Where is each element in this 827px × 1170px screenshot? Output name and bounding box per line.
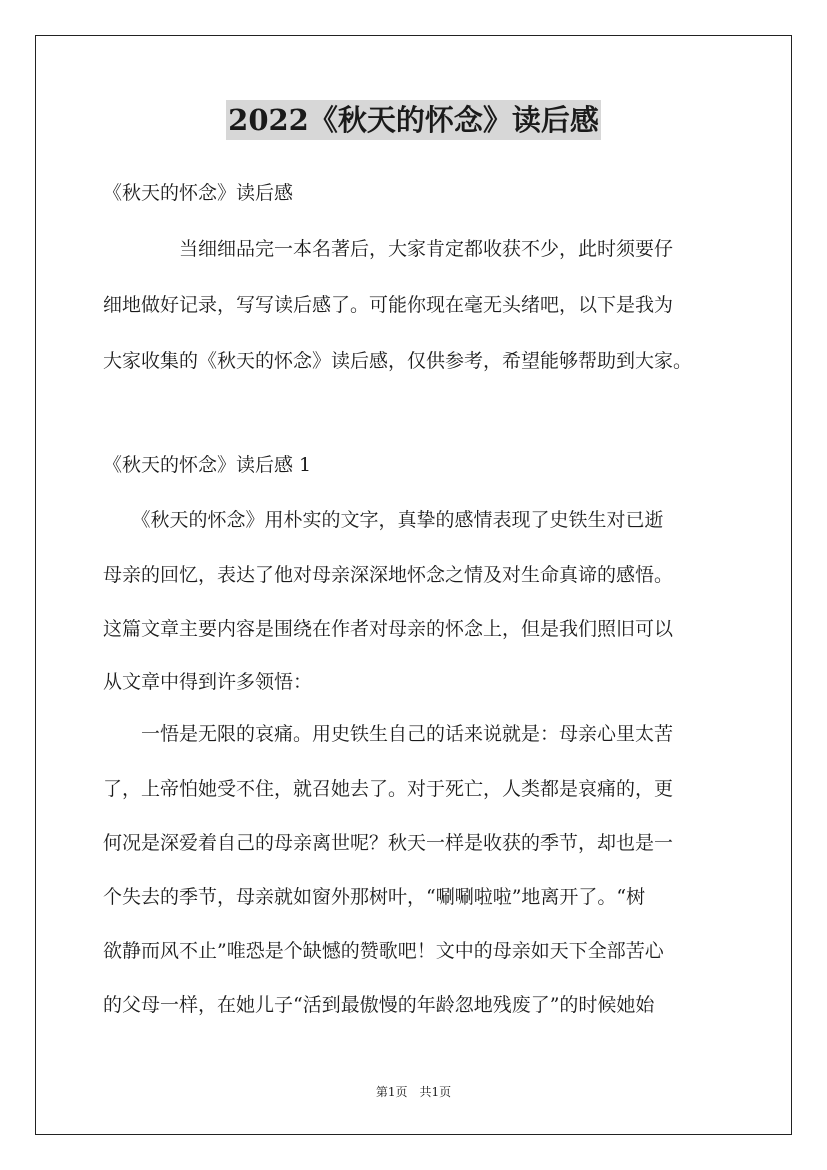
text-line: 何况是深爱着自己的母亲离世呢？秋天一样是收获的季节，却也是一 bbox=[103, 832, 674, 854]
title-container bbox=[0, 100, 827, 140]
page-footer: 第1页 共1页 bbox=[375, 1085, 452, 1099]
text-line: 从文章中得到许多领悟： bbox=[103, 671, 313, 693]
text-line: 一悟是无限的哀痛。用史铁生自己的话来说就是：母亲心里太苦 bbox=[103, 723, 674, 745]
text-line: 的父母一样，在她儿子“活到最傲慢的年龄忽地残废了”的时候她始 bbox=[103, 994, 655, 1016]
text-line: 了，上帝怕她受不住，就召她去了。对于死亡，人类都是哀痛的，更 bbox=[103, 778, 674, 800]
document-title: 2022《秋天的怀念》读后感 bbox=[226, 100, 601, 140]
text-line: 欲静而风不止”唯恐是个缺憾的赞歌吧！文中的母亲如天下全部苦心 bbox=[103, 940, 664, 962]
text-line: 《秋天的怀念》用朴实的文字，真挚的感情表现了史铁生对已逝 bbox=[103, 509, 664, 531]
text-line: 当细细品完一本名著后，大家肯定都收获不少，此时须要仔 bbox=[103, 238, 674, 260]
text-line: 大家收集的《秋天的怀念》读后感，仅供参考，希望能够帮助到大家。 bbox=[103, 350, 693, 372]
text-line: 母亲的回忆，表达了他对母亲深深地怀念之情及对生命真谛的感悟。 bbox=[103, 564, 674, 586]
section-heading: 《秋天的怀念》读后感 1 bbox=[103, 454, 312, 476]
text-line: 细地做好记录，写写读后感了。可能你现在毫无头绪吧，以下是我为 bbox=[103, 294, 674, 316]
text-line: 这篇文章主要内容是围绕在作者对母亲的怀念上，但是我们照旧可以 bbox=[103, 618, 674, 640]
subtitle-line: 《秋天的怀念》读后感 bbox=[103, 182, 294, 204]
text-line: 个失去的季节，母亲就如窗外那树叶，“唰唰啦啦”地离开了。“树 bbox=[103, 886, 646, 908]
